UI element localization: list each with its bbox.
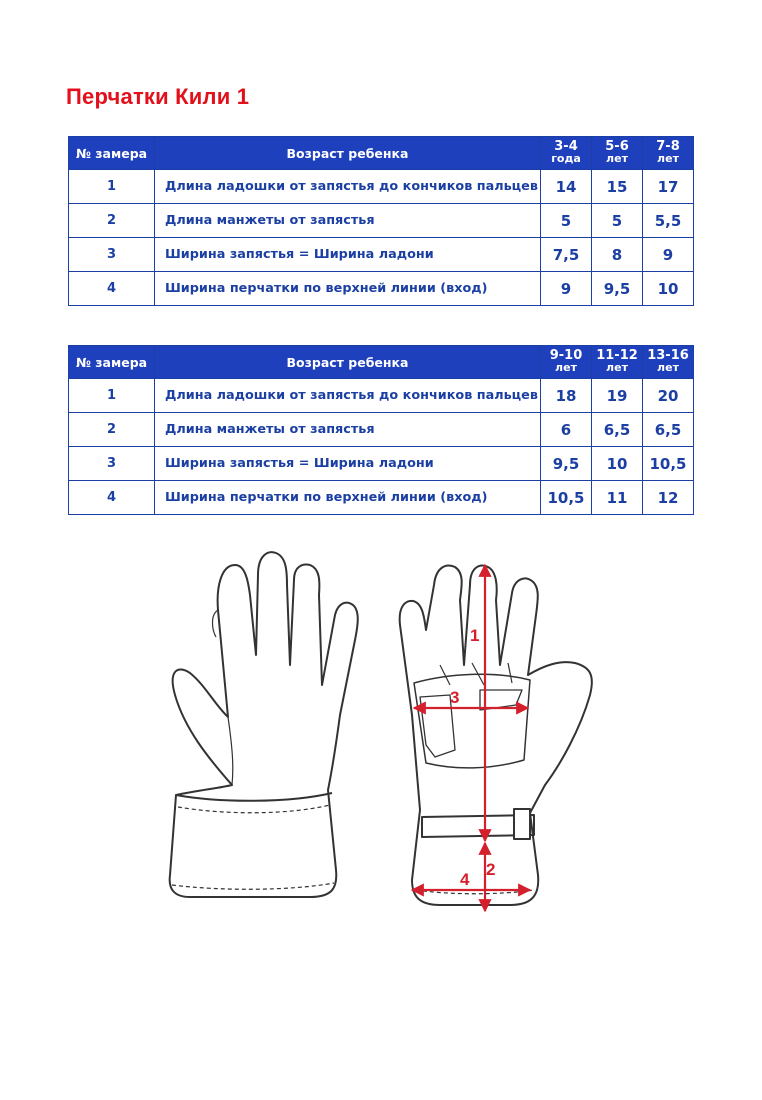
measure-value: 11 <box>592 481 643 515</box>
table-row <box>69 413 694 447</box>
table-row <box>69 272 694 306</box>
size-table-2 <box>68 345 694 515</box>
measure-value: 5 <box>541 204 592 238</box>
measure-value: 18 <box>541 379 592 413</box>
measure-value: 9,5 <box>592 272 643 306</box>
measure-number: 3 <box>69 447 155 481</box>
glove-back-outline <box>170 552 358 897</box>
measure-value: 10 <box>643 272 694 306</box>
measure-value: 9 <box>541 272 592 306</box>
size-unit: лет <box>657 361 679 374</box>
measure-value: 5,5 <box>643 204 694 238</box>
table-row <box>69 204 694 238</box>
measure-value: 12 <box>643 481 694 515</box>
table-header-row <box>69 137 694 170</box>
measure-description: Ширина запястья = Ширина ладони <box>155 447 541 481</box>
measure-4-label: 4 <box>460 870 470 889</box>
glove-diagram <box>150 545 620 935</box>
measure-value: 14 <box>541 170 592 204</box>
measure-value: 10,5 <box>643 447 694 481</box>
measure-description: Ширина перчатки по верхней линии (вход) <box>155 481 541 515</box>
measure-3-label: 3 <box>450 688 460 707</box>
size-range: 9-10 <box>549 348 583 363</box>
measure-value: 5 <box>592 204 643 238</box>
measure-2-label: 2 <box>486 860 496 879</box>
measure-value: 9 <box>643 238 694 272</box>
table-row <box>69 170 694 204</box>
measure-description: Длина манжеты от запястья <box>155 204 541 238</box>
header-size <box>541 346 592 379</box>
size-unit: лет <box>555 361 577 374</box>
table-row <box>69 447 694 481</box>
header-size <box>592 137 643 170</box>
measure-value: 8 <box>592 238 643 272</box>
measure-value: 10 <box>592 447 643 481</box>
size-unit: лет <box>657 152 679 165</box>
size-range: 3-4 <box>554 139 578 154</box>
measure-description: Длина ладошки от запястья до кончиков пальцев <box>155 170 541 204</box>
measure-number: 3 <box>69 238 155 272</box>
header-size <box>592 346 643 379</box>
measure-value: 20 <box>643 379 694 413</box>
measure-number: 2 <box>69 413 155 447</box>
measure-number: 4 <box>69 272 155 306</box>
size-range: 5-6 <box>605 139 629 154</box>
size-range: 13-16 <box>647 348 689 363</box>
header-size <box>541 137 592 170</box>
size-unit: лет <box>606 152 628 165</box>
measure-description: Длина манжеты от запястья <box>155 413 541 447</box>
size-unit: лет <box>606 361 628 374</box>
measure-number: 1 <box>69 379 155 413</box>
size-range: 11-12 <box>596 348 638 363</box>
header-size <box>643 346 694 379</box>
measure-value: 9,5 <box>541 447 592 481</box>
header-child-age: Возраст ребенка <box>155 137 541 170</box>
table-row <box>69 238 694 272</box>
header-measure-number: № замера <box>69 346 155 379</box>
table-row <box>69 379 694 413</box>
measure-value: 6 <box>541 413 592 447</box>
measure-value: 10,5 <box>541 481 592 515</box>
glove-palm-outline <box>400 566 592 905</box>
header-measure-number: № замера <box>69 137 155 170</box>
page-title: Перчатки Кили 1 <box>66 84 250 109</box>
table-header-row <box>69 346 694 379</box>
measure-value: 6,5 <box>592 413 643 447</box>
measurement-lines <box>412 565 530 911</box>
measure-value: 6,5 <box>643 413 694 447</box>
measure-number: 1 <box>69 170 155 204</box>
size-table-1 <box>68 136 694 306</box>
size-unit: года <box>551 152 581 165</box>
measure-number: 2 <box>69 204 155 238</box>
measure-description: Ширина запястья = Ширина ладони <box>155 238 541 272</box>
measure-value: 17 <box>643 170 694 204</box>
measure-value: 7,5 <box>541 238 592 272</box>
measure-description: Длина ладошки от запястья до кончиков пальцев <box>155 379 541 413</box>
measure-1-label: 1 <box>470 626 480 645</box>
size-range: 7-8 <box>656 139 680 154</box>
measure-number: 4 <box>69 481 155 515</box>
header-child-age: Возраст ребенка <box>155 346 541 379</box>
table-row <box>69 481 694 515</box>
header-size <box>643 137 694 170</box>
measure-value: 15 <box>592 170 643 204</box>
measure-description: Ширина перчатки по верхней линии (вход) <box>155 272 541 306</box>
measure-value: 19 <box>592 379 643 413</box>
